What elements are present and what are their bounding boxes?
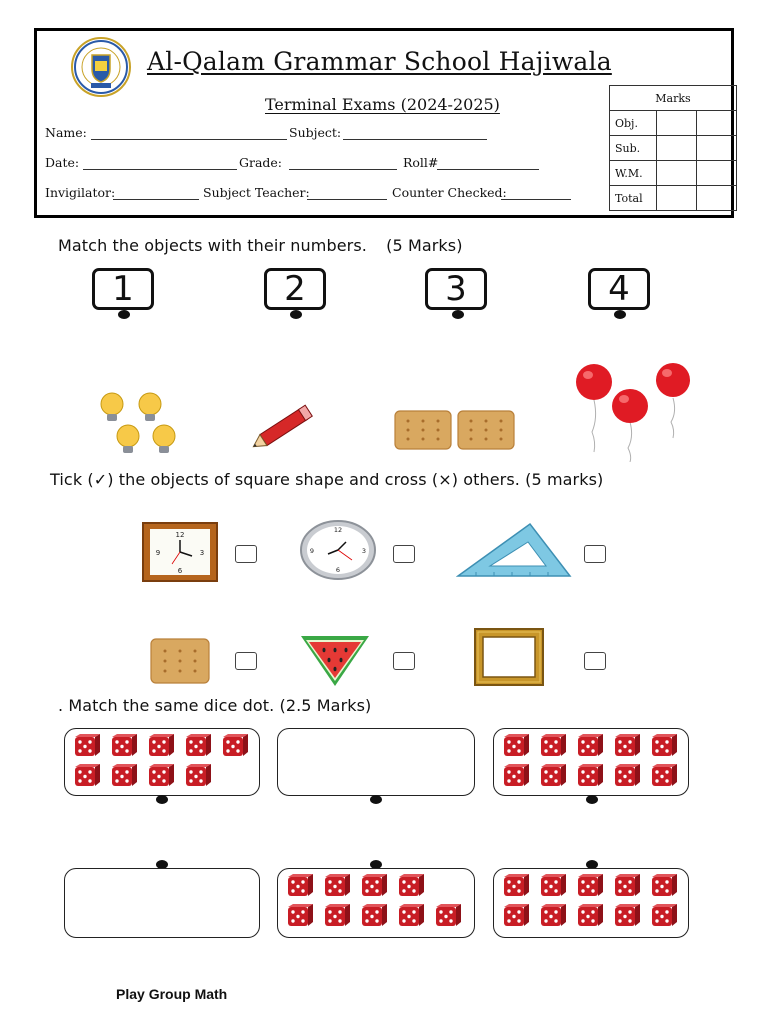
dice-icon — [541, 764, 566, 786]
section1-marks: (5 Marks) — [386, 236, 463, 255]
checkbox-square-clock[interactable] — [235, 545, 257, 563]
dice-icon — [149, 734, 174, 756]
biscuit-image — [150, 638, 210, 688]
picture-frame-image — [474, 628, 544, 690]
biscuits-image — [394, 410, 516, 454]
section2-instruction: Tick (✓) the objects of square shape and cross (×) others. (5 marks) — [50, 470, 604, 489]
match-dot[interactable] — [614, 310, 626, 319]
balloons-image — [574, 362, 694, 466]
marks-cell[interactable] — [697, 186, 737, 211]
svg-text:3: 3 — [199, 549, 205, 557]
roll-field[interactable] — [437, 169, 539, 170]
marks-cell[interactable] — [657, 111, 697, 136]
marks-cell[interactable] — [657, 161, 697, 186]
dice-icon — [578, 734, 603, 756]
subject-field[interactable] — [343, 139, 487, 140]
dice-icon — [541, 874, 566, 896]
counter-checked-field[interactable] — [501, 199, 571, 200]
section1-instruction — [58, 236, 463, 255]
number-box-4: 4 — [588, 268, 650, 310]
dice-icon — [288, 904, 313, 926]
dice-picture — [73, 733, 255, 793]
number-box-3: 3 — [425, 268, 487, 310]
section3-instruction: . Match the same dice dot. (2.5 Marks) — [58, 696, 372, 715]
dice-icon — [399, 874, 424, 896]
marks-row-label: Sub. — [610, 136, 657, 161]
watermelon-slice-image — [298, 628, 372, 692]
dice-icon — [504, 764, 529, 786]
dice-icon — [541, 734, 566, 756]
dice-picture — [502, 873, 684, 935]
dice-box-empty-top[interactable] — [277, 728, 475, 796]
pencil-image — [246, 400, 320, 460]
marks-cell[interactable] — [657, 186, 697, 211]
dice-icon — [615, 874, 640, 896]
exam-title: Terminal Exams (2024-2025) — [265, 95, 500, 114]
match-dot[interactable] — [370, 795, 382, 804]
dice-icon — [578, 904, 603, 926]
triangle-ruler-image — [456, 522, 572, 582]
section1-instruction-text: Match the objects with their numbers. — [58, 236, 367, 255]
checkbox-round-clock[interactable] — [393, 545, 415, 563]
school-name: Al-Qalam Grammar School Hajiwala — [147, 47, 612, 76]
dice-icon — [223, 734, 248, 756]
dice-icon — [362, 874, 387, 896]
dice-picture — [286, 873, 470, 935]
dice-icon — [578, 764, 603, 786]
dice-icon — [186, 734, 211, 756]
svg-text:9: 9 — [309, 547, 315, 555]
number-box-1: 1 — [92, 268, 154, 310]
dice-box-top-left — [64, 728, 260, 796]
dice-icon — [325, 874, 350, 896]
subject-label: Subject: — [289, 125, 342, 140]
invigilator-field[interactable] — [113, 199, 199, 200]
checkbox-triangle-ruler[interactable] — [584, 545, 606, 563]
match-dot[interactable] — [118, 310, 130, 319]
dice-icon — [75, 734, 100, 756]
svg-text:6: 6 — [335, 566, 341, 574]
dice-icon — [186, 764, 211, 786]
name-label: Name: — [45, 125, 87, 140]
roll-label: Roll# — [403, 155, 439, 170]
marks-cell[interactable] — [657, 136, 697, 161]
subject-teacher-label: Subject Teacher: — [203, 185, 310, 200]
marks-row-label: Obj. — [610, 111, 657, 136]
svg-text:3: 3 — [361, 547, 367, 555]
dice-icon — [652, 734, 677, 756]
dice-icon — [615, 734, 640, 756]
svg-text:6: 6 — [177, 567, 183, 575]
square-clock-image — [142, 522, 218, 586]
checkbox-picture-frame[interactable] — [584, 652, 606, 670]
marks-cell[interactable] — [697, 111, 737, 136]
date-label: Date: — [45, 155, 80, 170]
checkbox-biscuit[interactable] — [235, 652, 257, 670]
marks-row-label: W.M. — [610, 161, 657, 186]
subject-teacher-field[interactable] — [307, 199, 387, 200]
dice-icon — [504, 874, 529, 896]
marks-row-label: Total — [610, 186, 657, 211]
checkbox-watermelon[interactable] — [393, 652, 415, 670]
svg-text:12: 12 — [175, 531, 185, 539]
dice-icon — [615, 904, 640, 926]
marks-title: Marks — [610, 86, 737, 111]
dice-icon — [399, 904, 424, 926]
dice-box-bottom-right — [493, 868, 689, 938]
match-dot[interactable] — [586, 795, 598, 804]
marks-cell[interactable] — [697, 161, 737, 186]
dice-icon — [541, 904, 566, 926]
dice-icon — [652, 764, 677, 786]
exam-header — [34, 28, 734, 218]
grade-field[interactable] — [289, 169, 397, 170]
footer-label: Play Group Math — [116, 986, 228, 1002]
number-box-2: 2 — [264, 268, 326, 310]
dice-icon — [325, 904, 350, 926]
dice-icon — [436, 904, 461, 926]
dice-icon — [362, 904, 387, 926]
dice-icon — [504, 904, 529, 926]
match-dot[interactable] — [156, 795, 168, 804]
dice-box-bottom-middle — [277, 868, 475, 938]
dice-icon — [615, 764, 640, 786]
dice-box-top-right — [493, 728, 689, 796]
date-field[interactable] — [83, 169, 237, 170]
dice-icon — [149, 764, 174, 786]
invigilator-label: Invigilator: — [45, 185, 116, 200]
school-logo — [71, 37, 131, 97]
dice-icon — [75, 764, 100, 786]
dice-icon — [652, 904, 677, 926]
marks-table — [609, 85, 737, 211]
bulbs-image — [96, 390, 182, 464]
counter-checked-label: Counter Checked: — [392, 185, 507, 200]
name-field[interactable] — [91, 139, 287, 140]
dice-picture — [502, 733, 684, 793]
match-dot[interactable] — [452, 310, 464, 319]
dice-icon — [652, 874, 677, 896]
dice-icon — [504, 734, 529, 756]
dice-icon — [288, 874, 313, 896]
svg-text:9: 9 — [155, 549, 161, 557]
grade-label: Grade: — [239, 155, 283, 170]
dice-icon — [112, 764, 137, 786]
dice-icon — [578, 874, 603, 896]
round-clock-image — [300, 520, 378, 584]
match-dot[interactable] — [290, 310, 302, 319]
dice-box-empty-bottom[interactable] — [64, 868, 260, 938]
marks-cell[interactable] — [697, 136, 737, 161]
svg-text:12: 12 — [333, 526, 343, 534]
dice-icon — [112, 734, 137, 756]
